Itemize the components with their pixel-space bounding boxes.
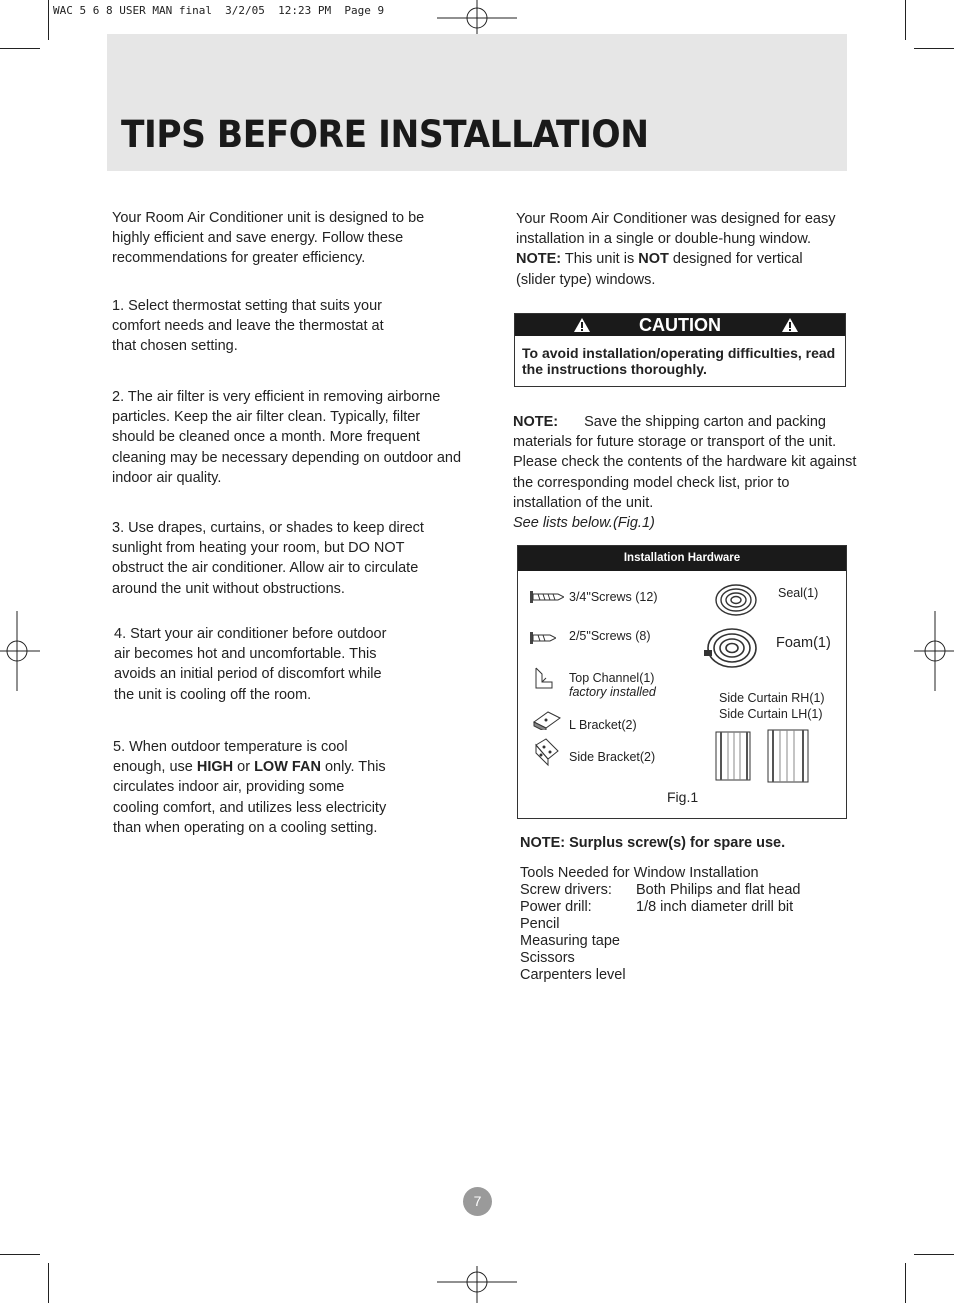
tools-item: Carpenters level — [520, 967, 626, 983]
right-intro-text: Your Room Air Conditioner was designed for easy installation in a single or double-hung window. — [516, 211, 836, 248]
tools-heading: Tools Needed for Window Installation — [520, 865, 759, 881]
registration-mark-icon — [437, 0, 517, 36]
right-intro-text-3: designed for vertical (slider type) windows. — [516, 251, 803, 288]
right-intro — [516, 209, 836, 290]
hardware-label-top-channel: Top Channel(1) — [569, 671, 655, 685]
crop-mark — [914, 1254, 954, 1255]
side-bracket-icon — [532, 737, 562, 767]
tools-row — [520, 882, 840, 899]
tip-3: 3. Use drapes, curtains, or shades to keep direct sunlight from heating your room, but DO NOT obstruct the air conditioner. Allow air to circulate around the unit without obstructions. — [112, 520, 424, 597]
tools-list — [520, 865, 840, 984]
crop-mark — [914, 48, 954, 49]
tools-item: Measuring tape — [520, 933, 620, 949]
caution-box — [514, 313, 846, 387]
surplus-note: NOTE: Surplus screw(s) for spare use. — [520, 835, 786, 851]
caution-title: CAUTION — [639, 315, 721, 335]
tip-5 — [113, 737, 391, 838]
warning-triangle-icon — [782, 318, 798, 332]
crop-mark — [0, 1254, 40, 1255]
top-channel-icon — [532, 666, 556, 692]
hardware-header: Installation Hardware — [518, 546, 846, 571]
tip-5-or: or — [237, 759, 251, 776]
tools-row-value: Both Philips and flat head — [636, 882, 801, 898]
l-bracket-icon — [532, 710, 562, 730]
tools-item: Pencil — [520, 916, 560, 932]
intro-paragraph: Your Room Air Conditioner unit is designed to be highly efficient and save energy. Follow these recommendations for greater efficiency. — [112, 210, 425, 267]
registration-mark-icon — [0, 611, 40, 691]
foam-coil-icon — [704, 626, 758, 670]
hardware-label-curtain-rh: Side Curtain RH(1) — [719, 691, 825, 705]
hardware-label-l-bracket: L Bracket(2) — [569, 718, 637, 732]
tip-5-text: 5. When outdoor temperature is cool enough, use — [113, 739, 348, 776]
registration-mark-icon — [914, 611, 954, 691]
note-label: NOTE: — [513, 414, 559, 430]
tools-item: Scissors — [520, 950, 575, 966]
tip-5-high: HIGH — [196, 759, 234, 776]
right-intro-text-2: This unit is — [564, 251, 635, 268]
side-curtain-icon — [714, 728, 814, 784]
registration-mark-icon — [437, 1266, 517, 1303]
hardware-label-factory-installed: factory installed — [569, 685, 656, 699]
installation-hardware-figure — [517, 545, 847, 819]
note-see-lists: See lists below.(Fig.1) — [513, 515, 655, 532]
crop-mark — [905, 0, 906, 40]
print-slug: WAC 5 6 8 USER MAN final 3/2/05 12:23 PM Page 9 — [53, 4, 385, 17]
crop-mark — [905, 1263, 906, 1303]
tools-row-label: Power drill: — [520, 899, 592, 915]
tip-5-low-fan: LOW FAN — [254, 759, 321, 776]
right-intro-note: NOTE: — [516, 251, 562, 268]
tip-2: 2. The air filter is very efficient in removing airborne particles. Keep the air filter clean. Typically, filter should be cleaned once a month. More frequent cleaning may be necessary depending on outdoor and indoor air quality. — [112, 389, 462, 486]
hardware-label-seal: Seal(1) — [778, 586, 819, 600]
seal-coil-icon — [714, 582, 758, 618]
crop-mark — [48, 0, 49, 40]
tools-row-label: Screw drivers: — [520, 882, 612, 898]
tip-4: 4. Start your air conditioner before outdoor air becomes hot and uncomfortable. This avoids an initial period of discomfort while the unit is cooling off the room. — [114, 626, 387, 703]
page-title: TIPS BEFORE INSTALLATION — [121, 113, 649, 156]
hardware-label-screws-25: 2/5"Screws (8) — [569, 629, 651, 643]
tip-1: 1. Select thermostat setting that suits your comfort needs and leave the thermostat at that chosen setting. — [112, 298, 384, 355]
tools-row — [520, 899, 840, 916]
crop-mark — [0, 48, 40, 49]
caution-bar — [515, 314, 845, 336]
note-text: Save the shipping carton and packing materials for future storage or transport of the unit. Please check the contents of the hardware kit against the corresponding model check list, prior to installation of the unit. — [513, 414, 857, 511]
page-number-badge: 7 — [463, 1187, 492, 1216]
screw-short-icon — [530, 631, 556, 645]
crop-mark — [48, 1263, 49, 1303]
screw-long-icon — [530, 590, 564, 604]
hardware-label-curtain-lh: Side Curtain LH(1) — [719, 707, 823, 721]
figure-caption: Fig.1 — [667, 789, 699, 805]
note-paragraph — [513, 412, 858, 533]
hardware-label-foam: Foam(1) — [776, 635, 831, 651]
right-intro-not: NOT — [638, 251, 669, 268]
hardware-label-side-bracket: Side Bracket(2) — [569, 750, 656, 764]
tools-row-value: 1/8 inch diameter drill bit — [636, 899, 794, 915]
tip-5-text-rest: only. This circulates indoor air, providing some cooling comfort, and utilizes less electricity than when operating on a cooling setting. — [113, 759, 387, 836]
hardware-label-screws-34: 3/4"Screws (12) — [569, 590, 658, 604]
caution-text: To avoid installation/operating difficulties, read the instructions thoroughly. — [522, 345, 836, 377]
